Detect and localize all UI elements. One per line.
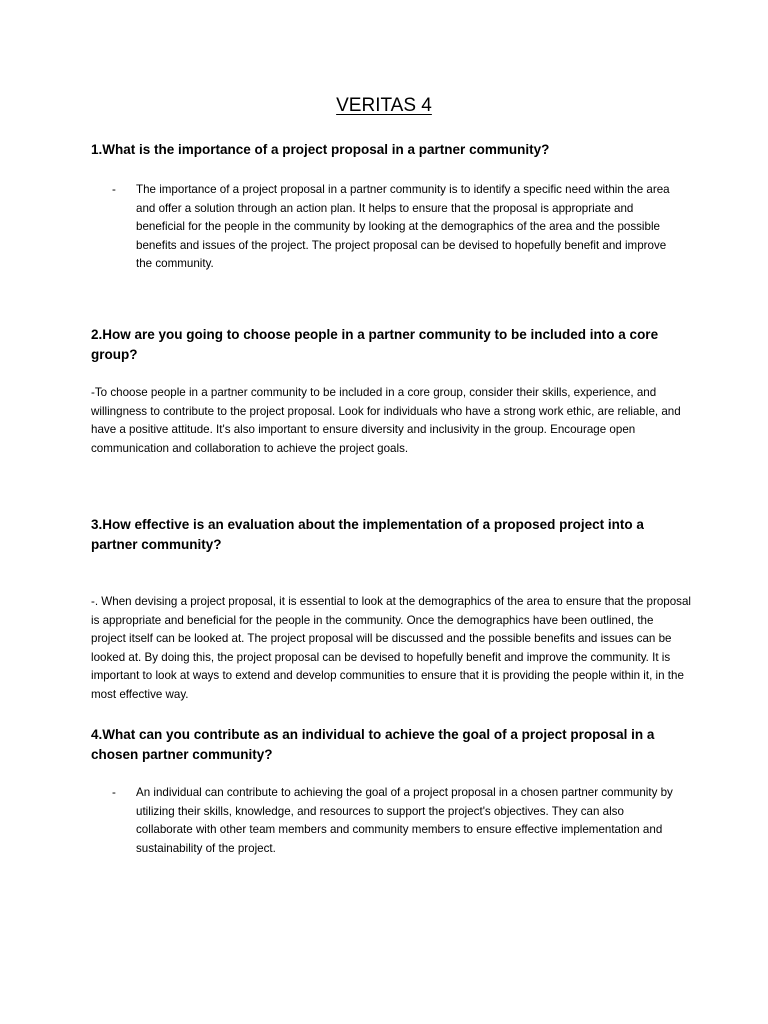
document-title-text: VERITAS 4 xyxy=(336,95,432,116)
answer-2: -To choose people in a partner community to be included in a core group, consider their skills, experience, and willingness to contribute to the project proposal. Look for individuals who have a strong work ethic, are reliable, and have a positive attitude. It's also important to ensure diversity and inclusivity in the group. Encourage open communication and collaboration to achieve the project goals. xyxy=(91,386,681,455)
question-1: 1.What is the importance of a project proposal in a partner community? xyxy=(91,142,550,157)
answer-4-bullet: - xyxy=(112,786,116,799)
question-4: 4.What can you contribute as an individual to achieve the goal of a project proposal in a chosen partner community? xyxy=(91,727,655,762)
question-3: 3.How effective is an evaluation about the implementation of a proposed project into a partner community? xyxy=(91,517,644,552)
question-2: 2.How are you going to choose people in a partner community to be included into a core group? xyxy=(91,327,659,362)
answer-3: -. When devising a project proposal, it is essential to look at the demographics of the area to ensure that the proposal is appropriate and beneficial for the people in the community. Once the demographics have been outlined, the project itself can be looked at. The project proposal will be discussed and the possible benefits and issues can be looked at. By doing this, the project proposal can be devised to hopefully benefit and improve the community. It is important to look at ways to extend and develop communities to ensure that it is providing the people within it, in the most effective way. xyxy=(91,595,691,701)
answer-1-bullet: - xyxy=(112,183,116,196)
answer-4: An individual can contribute to achieving the goal of a project proposal in a chosen partner community by utilizing their skills, knowledge, and resources to support the project's objectives. They can also collaborate with other team members and community members to ensure effective implementation and sustainability of the project. xyxy=(136,786,673,855)
answer-1: The importance of a project proposal in a partner community is to identify a specific need within the area and offer a solution through an action plan. It helps to ensure that the proposal is appropriate and beneficial for the people in the community by looking at the demographics of the area and the possible benefits and issues of the project. The project proposal can be devised to hopefully benefit and improve the community. xyxy=(136,183,670,270)
document-title xyxy=(0,93,768,119)
